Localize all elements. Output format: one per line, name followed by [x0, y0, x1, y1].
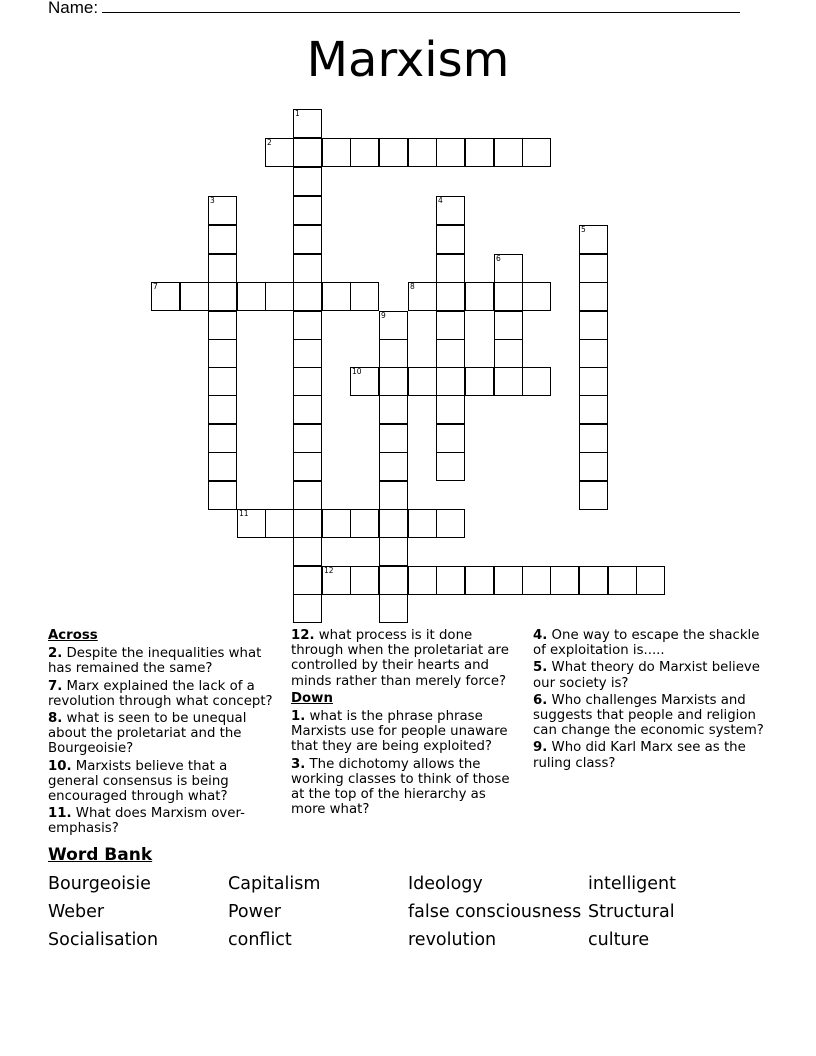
- crossword-cell[interactable]: [151, 282, 180, 311]
- crossword-cell[interactable]: [579, 254, 608, 283]
- crossword-cell[interactable]: [293, 167, 322, 196]
- crossword-cell[interactable]: [436, 452, 465, 481]
- crossword-cell[interactable]: [436, 254, 465, 283]
- clue-number: 8: [410, 282, 415, 291]
- crossword-cell[interactable]: [465, 282, 494, 311]
- crossword-cell[interactable]: [379, 367, 408, 396]
- word-bank-word: conflict: [228, 930, 292, 950]
- crossword-cell[interactable]: [208, 424, 237, 453]
- crossword-cell[interactable]: [293, 452, 322, 481]
- word-bank-word: Bourgeoisie: [48, 874, 151, 894]
- word-bank-word: false consciousness: [408, 902, 582, 922]
- crossword-cell[interactable]: [293, 481, 322, 510]
- word-bank-word: Capitalism: [228, 874, 321, 894]
- crossword-cell[interactable]: [579, 566, 608, 595]
- crossword-cell[interactable]: [436, 509, 465, 538]
- word-bank-word: Socialisation: [48, 930, 159, 950]
- crossword-cell[interactable]: [293, 509, 322, 538]
- crossword-cell[interactable]: [293, 282, 322, 311]
- crossword-cell[interactable]: [494, 254, 523, 283]
- crossword-cell[interactable]: [494, 339, 523, 368]
- crossword-cell[interactable]: [379, 339, 408, 368]
- crossword-cell[interactable]: [208, 367, 237, 396]
- crossword-cell[interactable]: [180, 282, 209, 311]
- crossword-cell[interactable]: [208, 481, 237, 510]
- crossword-cell[interactable]: [379, 509, 408, 538]
- crossword-cell[interactable]: [550, 566, 579, 595]
- crossword-cell[interactable]: [522, 138, 551, 167]
- word-bank-word: Ideology: [408, 874, 483, 894]
- crossword-cell[interactable]: [522, 367, 551, 396]
- crossword-cell[interactable]: [408, 282, 437, 311]
- crossword-cell[interactable]: [579, 452, 608, 481]
- clue-across-8: 8. what is seen to be unequal about the proletariat and the Bourgeoisie?: [48, 711, 247, 757]
- crossword-cell[interactable]: [293, 225, 322, 254]
- word-bank-word: revolution: [408, 930, 497, 950]
- clue-number: 12: [324, 566, 334, 575]
- clue-down-6: 6. Who challenges Marxists and suggests that people and religion can change the economic system?: [533, 692, 764, 739]
- crossword-cell[interactable]: [350, 282, 379, 311]
- crossword-cell[interactable]: [350, 566, 379, 595]
- crossword-cell[interactable]: [522, 566, 551, 595]
- crossword-cell[interactable]: [465, 138, 494, 167]
- clue-across-11: 11. What does Marxism over-emphasis?: [48, 806, 245, 837]
- crossword-cell[interactable]: [208, 282, 237, 311]
- crossword-cell[interactable]: [293, 566, 322, 595]
- crossword-cell[interactable]: [350, 509, 379, 538]
- clue-down-4: 4. One way to escape the shackle of exploitation is.....: [533, 628, 760, 659]
- word-bank-word: intelligent: [588, 874, 676, 894]
- clue-number: 4: [438, 196, 443, 205]
- word-bank-word: Structural: [588, 902, 675, 922]
- crossword-cell[interactable]: [293, 196, 322, 225]
- clue-across-10: 10. Marxists believe that a general consensus is being encouraged through what?: [48, 758, 229, 805]
- crossword-cell[interactable]: [322, 566, 351, 595]
- clue-across-12: 12. what process is it done through when the proletariat are controlled by their hearts and minds rather than merely force?: [291, 628, 509, 689]
- crossword-cell[interactable]: [579, 424, 608, 453]
- crossword-cell[interactable]: [293, 367, 322, 396]
- page-title: Marxism: [306, 32, 510, 88]
- clue-number: 2: [267, 138, 272, 147]
- crossword-cell[interactable]: [208, 395, 237, 424]
- crossword-cell[interactable]: [237, 282, 266, 311]
- crossword-cell[interactable]: [408, 509, 437, 538]
- crossword-cell[interactable]: [522, 282, 551, 311]
- crossword-cell[interactable]: [579, 395, 608, 424]
- clue-number: 1: [295, 109, 300, 118]
- crossword-cell[interactable]: [436, 367, 465, 396]
- crossword-cell[interactable]: [265, 138, 294, 167]
- crossword-cell[interactable]: [322, 509, 351, 538]
- crossword-cell[interactable]: [265, 282, 294, 311]
- crossword-cell[interactable]: [379, 395, 408, 424]
- crossword-cell[interactable]: [436, 225, 465, 254]
- crossword-cell[interactable]: [494, 311, 523, 340]
- crossword-cell[interactable]: [350, 138, 379, 167]
- clue-number: 3: [210, 196, 215, 205]
- crossword-cell[interactable]: [579, 481, 608, 510]
- crossword-cell[interactable]: [379, 138, 408, 167]
- crossword-cell[interactable]: [293, 339, 322, 368]
- name-label: Name:: [48, 0, 99, 17]
- crossword-cell[interactable]: [579, 282, 608, 311]
- crossword-cell[interactable]: [579, 367, 608, 396]
- crossword-cell[interactable]: [408, 367, 437, 396]
- crossword-cell[interactable]: [436, 566, 465, 595]
- crossword-cell[interactable]: [579, 339, 608, 368]
- clue-down-5: 5. What theory do Marxist believe our society is?: [533, 660, 760, 691]
- crossword-cell[interactable]: [379, 537, 408, 566]
- crossword-cell[interactable]: [436, 311, 465, 340]
- crossword-cell[interactable]: [293, 138, 322, 167]
- crossword-cell[interactable]: [579, 225, 608, 254]
- word-bank-word: Weber: [48, 902, 105, 922]
- crossword-cell[interactable]: [579, 311, 608, 340]
- clue-number: 6: [496, 254, 501, 263]
- crossword-cell[interactable]: [436, 339, 465, 368]
- word-bank-word: Power: [228, 902, 281, 922]
- crossword-cell[interactable]: [322, 282, 351, 311]
- clues-column-3: [533, 628, 771, 773]
- crossword-cell[interactable]: [379, 311, 408, 340]
- crossword-cell[interactable]: [350, 367, 379, 396]
- crossword-cell[interactable]: [208, 339, 237, 368]
- crossword-cell[interactable]: [436, 138, 465, 167]
- crossword-cell[interactable]: [237, 509, 266, 538]
- clues-column-1: [48, 628, 280, 839]
- crossword-cell[interactable]: [636, 566, 665, 595]
- crossword-cell[interactable]: [293, 311, 322, 340]
- crossword-cell[interactable]: [322, 138, 351, 167]
- crossword-cell[interactable]: [293, 109, 322, 138]
- crossword-cell[interactable]: [494, 367, 523, 396]
- crossword-cell[interactable]: [293, 395, 322, 424]
- clue-down-9: 9. Who did Karl Marx see as the ruling class?: [533, 740, 746, 771]
- down-heading: Down: [291, 690, 333, 706]
- crossword-cell[interactable]: [208, 225, 237, 254]
- crossword-cell[interactable]: [379, 566, 408, 595]
- crossword-cell[interactable]: [608, 566, 637, 595]
- crossword-cell[interactable]: [379, 424, 408, 453]
- crossword-cell[interactable]: [465, 566, 494, 595]
- crossword-cell[interactable]: [293, 537, 322, 566]
- clue-number: 10: [352, 367, 362, 376]
- crossword-cell[interactable]: [208, 196, 237, 225]
- clue-number: 11: [239, 509, 249, 518]
- clue-down-1: 1. what is the phrase phrase Marxists use for people unaware that they are being exploited?: [291, 709, 508, 755]
- crossword-cell[interactable]: [494, 282, 523, 311]
- clues-column-2: [291, 628, 523, 819]
- crossword-cell[interactable]: [379, 452, 408, 481]
- crossword-cell[interactable]: [208, 254, 237, 283]
- crossword-cell[interactable]: [208, 311, 237, 340]
- crossword-cell[interactable]: [436, 282, 465, 311]
- crossword-cell[interactable]: [408, 138, 437, 167]
- crossword-cell[interactable]: [293, 594, 322, 623]
- clue-number: 5: [581, 225, 586, 234]
- crossword-cell[interactable]: [265, 509, 294, 538]
- clue-across-7: 7. Marx explained the lack of a revolution through what concept?: [48, 678, 273, 709]
- crossword-cell[interactable]: [408, 566, 437, 595]
- crossword-cell[interactable]: [208, 452, 237, 481]
- crossword-cell[interactable]: [494, 138, 523, 167]
- crossword-cell[interactable]: [293, 424, 322, 453]
- crossword-cell[interactable]: [379, 594, 408, 623]
- across-heading: Across: [48, 628, 98, 643]
- crossword-cell[interactable]: [494, 566, 523, 595]
- crossword-cell[interactable]: [293, 254, 322, 283]
- clue-number: 7: [153, 282, 158, 291]
- crossword-cell[interactable]: [465, 367, 494, 396]
- crossword-cell[interactable]: [379, 481, 408, 510]
- clue-number: 9: [381, 311, 386, 320]
- crossword-cell[interactable]: [436, 196, 465, 225]
- clue-across-2: 2. Despite the inequalities what has remained the same?: [48, 646, 262, 677]
- clue-down-3: 3. The dichotomy allows the working classes to think of those at the top of the hierarchy as more what?: [291, 756, 510, 818]
- crossword-cell[interactable]: [436, 395, 465, 424]
- crossword-cell[interactable]: [436, 424, 465, 453]
- word-bank-word: culture: [588, 930, 650, 950]
- word-bank-heading: Word Bank: [48, 845, 153, 865]
